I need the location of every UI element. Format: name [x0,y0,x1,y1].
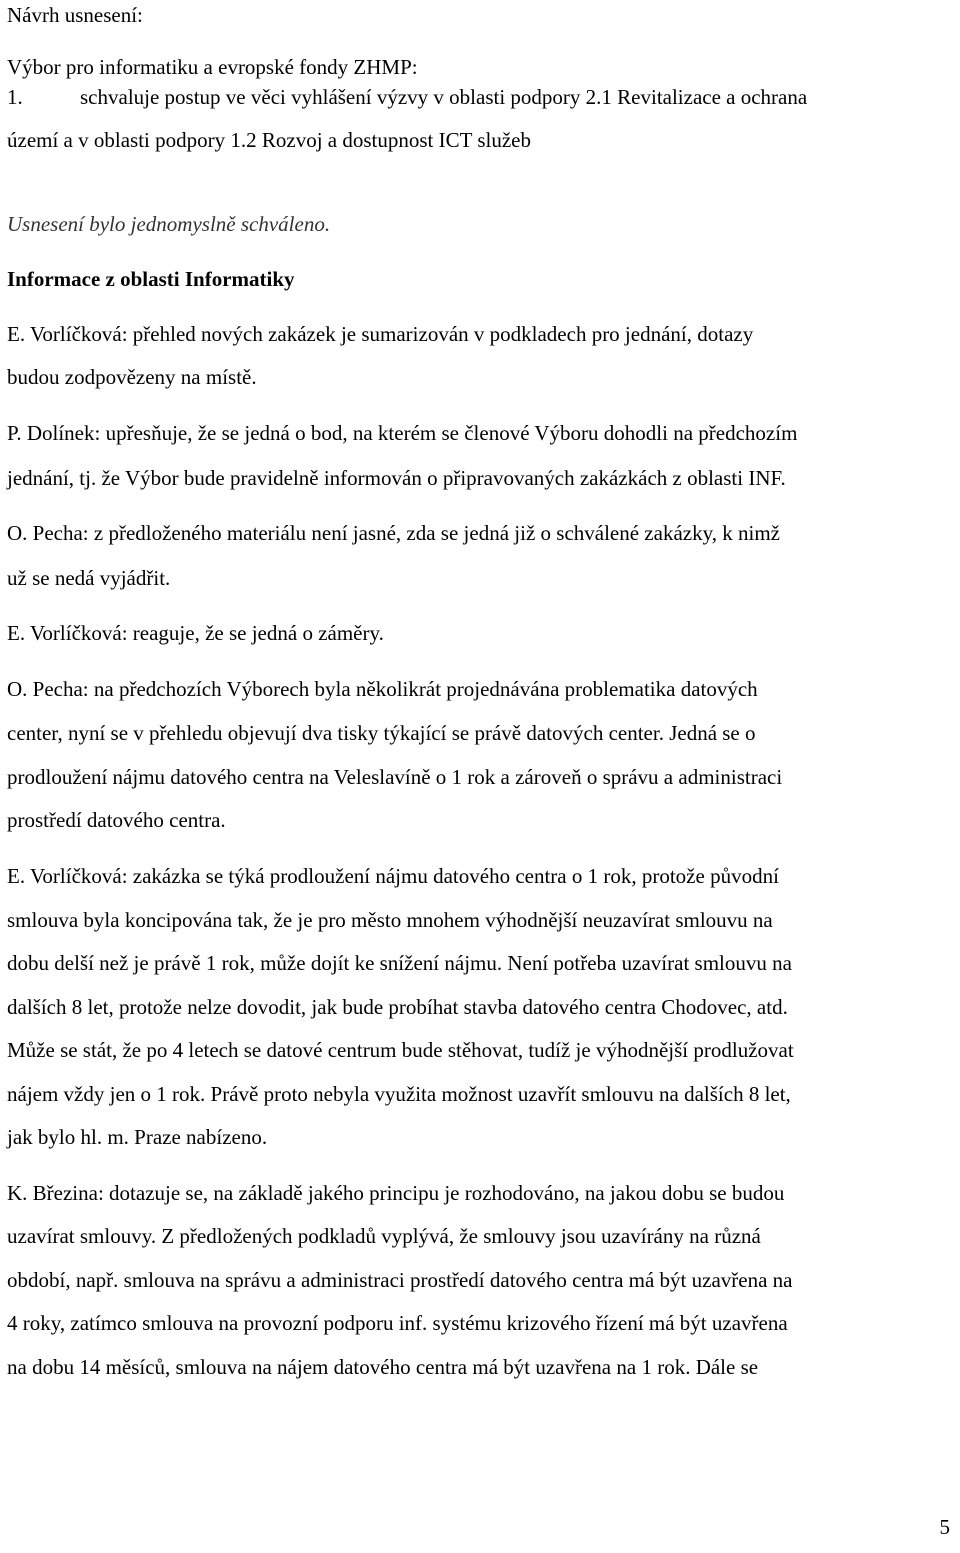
paragraph-line: jak bylo hl. m. Praze nabízeno. [7,1125,268,1149]
paragraph-line: E. Vorlíčková: zakázka se týká prodloužení nájmu datového centra o 1 rok, protože původní [7,864,779,888]
vote-result: Usnesení bylo jednomyslně schváleno. [7,212,331,236]
section-title: Informace z oblasti Informatiky [7,267,295,291]
resolution-heading: Návrh usnesení: [7,3,143,27]
resolution-number: 1. [7,85,23,109]
paragraph-line: 4 roky, zatímco smlouva na provozní podporu inf. systému krizového řízení má být uzavřena [7,1311,788,1335]
paragraph-line: E. Vorlíčková: reaguje, že se jedná o záměry. [7,621,384,645]
paragraph-line: P. Dolínek: upřesňuje, že se jedná o bod, na kterém se členové Výboru dohodli na předchozím [7,421,798,445]
paragraph-line: na dobu 14 měsíců, smlouva na nájem datového centra má být uzavřena na 1 rok. Dále se [7,1355,759,1379]
paragraph-line: K. Březina: dotazuje se, na základě jakého principu je rozhodováno, na jakou dobu se budou [7,1181,785,1205]
resolution-text-line: schvaluje postup ve věci vyhlášení výzvy v oblasti podpory 2.1 Revitalizace a ochrana [80,85,808,109]
paragraph-line: smlouva byla koncipována tak, že je pro město mnohem výhodnější neuzavírat smlouvu na [7,908,773,932]
paragraph-line: O. Pecha: z předloženého materiálu není jasné, zda se jedná již o schválené zakázky, k nimž [7,521,780,545]
paragraph-line: už se nedá vyjádřit. [7,566,171,590]
paragraph-line: E. Vorlíčková: přehled nových zakázek je sumarizován v podkladech pro jednání, dotazy [7,322,754,346]
paragraph-line: center, nyní se v přehledu objevují dva tisky týkající se právě datových center. Jedná se o [7,721,756,745]
paragraph-line: nájem vždy jen o 1 rok. Právě proto nebyla využita možnost uzavřít smlouvu na dalších 8 let, [7,1082,791,1106]
paragraph-line: Může se stát, že po 4 letech se datové centrum bude stěhovat, tudíž je výhodnější prodlužovat [7,1038,794,1062]
paragraph-line: dalších 8 let, protože nelze dovodit, jak bude probíhat stavba datového centra Chodovec, atd. [7,995,788,1019]
paragraph-line: prostředí datového centra. [7,808,226,832]
paragraph-line: dobu delší než je právě 1 rok, může dojít ke snížení nájmu. Není potřeba uzavírat smlouvu na [7,951,792,975]
paragraph-line: prodloužení nájmu datového centra na Veleslavíně o 1 rok a zároveň o správu a administraci [7,765,783,789]
paragraph-line: O. Pecha: na předchozích Výborech byla několikrát projednávána problematika datových [7,677,758,701]
committee-name: Výbor pro informatiku a evropské fondy ZHMP: [7,55,418,79]
paragraph-line: jednání, tj. že Výbor bude pravidelně informován o připravovaných zakázkách z oblasti INF. [7,466,786,490]
paragraph-line: budou zodpovězeny na místě. [7,365,257,389]
paragraph-line: uzavírat smlouvy. Z předložených podkladů vyplývá, že smlouvy jsou uzavírány na různá [7,1224,761,1248]
resolution-text-line: území a v oblasti podpory 1.2 Rozvoj a dostupnost ICT služeb [7,128,531,152]
paragraph-line: období, např. smlouva na správu a administraci prostředí datového centra má být uzavřena na [7,1268,793,1292]
page-number: 5 [939,1515,950,1539]
